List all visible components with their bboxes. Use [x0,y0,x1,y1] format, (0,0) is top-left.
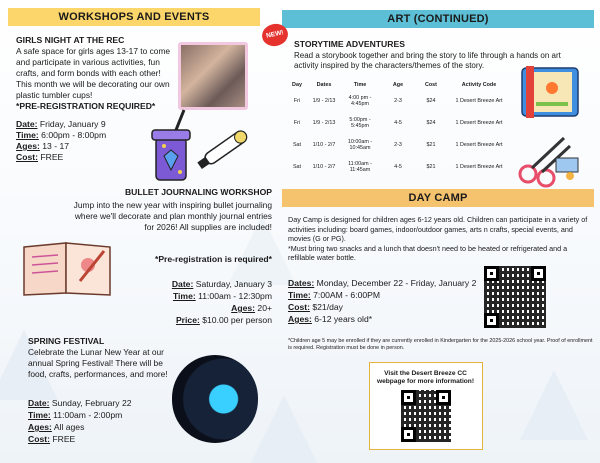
table-cell: 4:00 pm - 4:45pm [348,95,372,107]
day-camp-description-block [288,215,588,263]
cost-label: Cost: [288,302,310,312]
table-cell: Fri [293,98,301,104]
table-cell: 1 Desert Breeze Art [455,164,503,170]
girls-night-ages: 13 - 17 [42,141,70,151]
storytime-title: STORYTIME ADVENTURES [294,39,405,49]
spring-festival-time: 11:00am - 2:00pm [53,410,123,420]
storytime-schedule-table [286,80,512,178]
table-cell: 1/9 - 2/13 [312,120,336,126]
time-label: Time: [172,291,196,301]
table-cell: $21 [426,142,436,148]
day-camp-footnote: *Children age 5 may be enrolled if they are currently enrolled in Kindergarten for the 2025-2026 school year. Proof of enrollment is required. Registration must be done in person. [288,338,593,351]
time-label: Time: [16,130,39,140]
table-row [286,156,512,178]
spring-festival-description: Celebrate the Lunar New Year at our annual Spring Festival! There will be food, crafts, performances, and more! [28,347,168,379]
ages-label: Ages: [231,303,256,313]
storybook-clipart [516,58,588,120]
table-cell: 1/9 - 2/13 [312,98,336,104]
girls-night-title: GIRLS NIGHT AT THE REC [16,35,125,45]
bullet-journal-price: $10.00 per person [202,315,272,325]
column-header: Cost [425,82,437,88]
table-cell: 4-5 [394,164,402,170]
column-header: Time [353,82,367,88]
table-cell: 2-3 [394,142,402,148]
day-camp-description: Day Camp is designed for children ages 6-12 years old. Children can participate in a variety of activities including: board games, indoor/outdoor games, arts n crafts, special events, and movies (G or PG). [288,215,588,243]
workshops-header: WORKSHOPS AND EVENTS [8,8,260,26]
price-label: Price: [175,315,200,325]
bullet-journal-description: Jump into the new year with inspiring bullet journaling where we'll decorate and plan monthly journal entries for 2026! All supplies are included! [73,200,272,232]
table-cell: 5:00pm - 5:45pm [349,117,371,129]
visit-line-1: Visit the Desert Breeze CC [384,370,467,377]
cost-label: Cost: [16,152,38,162]
bullet-journal-ages: 20+ [257,303,272,313]
dates-label: Dates: [288,278,315,288]
girls-night-time: 6:00pm - 8:00pm [41,130,107,140]
visit-line-2: webpage for more information! [376,378,475,385]
table-cell: Fri [293,120,301,126]
table-cell: 1 Desert Breeze Art [455,120,503,126]
day-camp-ages: 6-12 years old* [314,314,373,324]
table-cell: 11:00am - 11:45am [348,161,372,173]
girls-night-cost: FREE [40,152,64,162]
table-cell: 2-3 [394,98,402,104]
bullet-journal-time: 11:00am - 12:30pm [198,291,272,301]
time-label: Time: [28,410,51,420]
table-cell: Sat [292,142,302,148]
cost-label: Cost: [28,434,50,444]
table-cell: $24 [426,98,436,104]
table-cell: 4-5 [394,120,402,126]
spring-festival-ages: All ages [53,422,85,432]
table-cell: 1 Desert Breeze Art [455,142,503,148]
column-header: Activity Code [461,82,497,88]
column-header: Day [292,82,302,88]
spring-festival-cost: FREE [52,434,76,444]
journal-clipart [20,235,116,299]
table-cell: Sat [292,164,302,170]
new-badge: NEW! [260,22,290,49]
girls-night-description: A safe space for girls ages 13-17 to come and participate in various activities, fun crafts, and form bonds with each other! This month we will be decorating our own plastic tumbler cups! [16,46,171,100]
girls-night-date: Friday, January 9 [39,119,106,129]
art-continued-header: ART (CONTINUED) [282,10,594,28]
date-label: Date: [171,279,194,289]
day-camp-requirements: *Must bring two snacks and a lunch that doesn't need to be heated or refrigerated and a refillable water bottle. [288,243,568,262]
spring-festival-photo [172,355,258,443]
bullet-journal-title: BULLET JOURNALING WORKSHOP [124,187,272,197]
ages-label: Ages: [28,422,52,432]
time-label: Time: [288,290,311,300]
bullet-journal-prereg: *Pre-registration is required* [154,254,272,264]
day-camp-time: 7:00AM - 6:00PM [313,290,381,300]
table-cell: $24 [426,120,436,126]
table-row [286,90,512,112]
tumbler-marker-clipart [140,108,265,186]
column-header: Age [392,82,404,88]
background-tree [520,370,588,440]
spring-festival-title: SPRING FESTIVAL [28,336,105,346]
column-header: Dates [316,82,332,88]
visit-webpage-box [369,362,483,450]
girls-night-photo [178,42,248,110]
table-cell: 1 Desert Breeze Art [455,98,503,104]
scissors-clipart [508,128,586,188]
table-cell: 1/10 - 2/7 [312,142,336,148]
webpage-qr-code[interactable] [401,390,451,442]
day-camp-qr-code[interactable] [484,266,546,328]
table-row [286,134,512,156]
bullet-journal-date: Saturday, January 3 [195,279,272,289]
day-camp-cost: $21/day [312,302,343,312]
ages-label: Ages: [288,314,312,324]
storytime-description: Read a storybook together and bring the story to life through a hands on art activity inspired by the characters/themes of the story. [294,51,561,70]
table-cell: 10:00am - 10:45am [347,139,373,151]
girls-night-prereg: *PRE-REGISTRATION REQUIRED* [16,101,156,111]
day-camp-dates: Monday, December 22 - Friday, January 2 [316,278,477,288]
table-row [286,112,512,134]
date-label: Date: [28,398,50,408]
spring-festival-date: Sunday, February 22 [51,398,132,408]
day-camp-header: DAY CAMP [282,189,594,207]
table-cell: $21 [426,164,436,170]
date-label: Date: [16,119,38,129]
ages-label: Ages: [16,141,40,151]
background-tree [250,395,318,463]
table-cell: 1/10 - 2/7 [312,164,336,170]
